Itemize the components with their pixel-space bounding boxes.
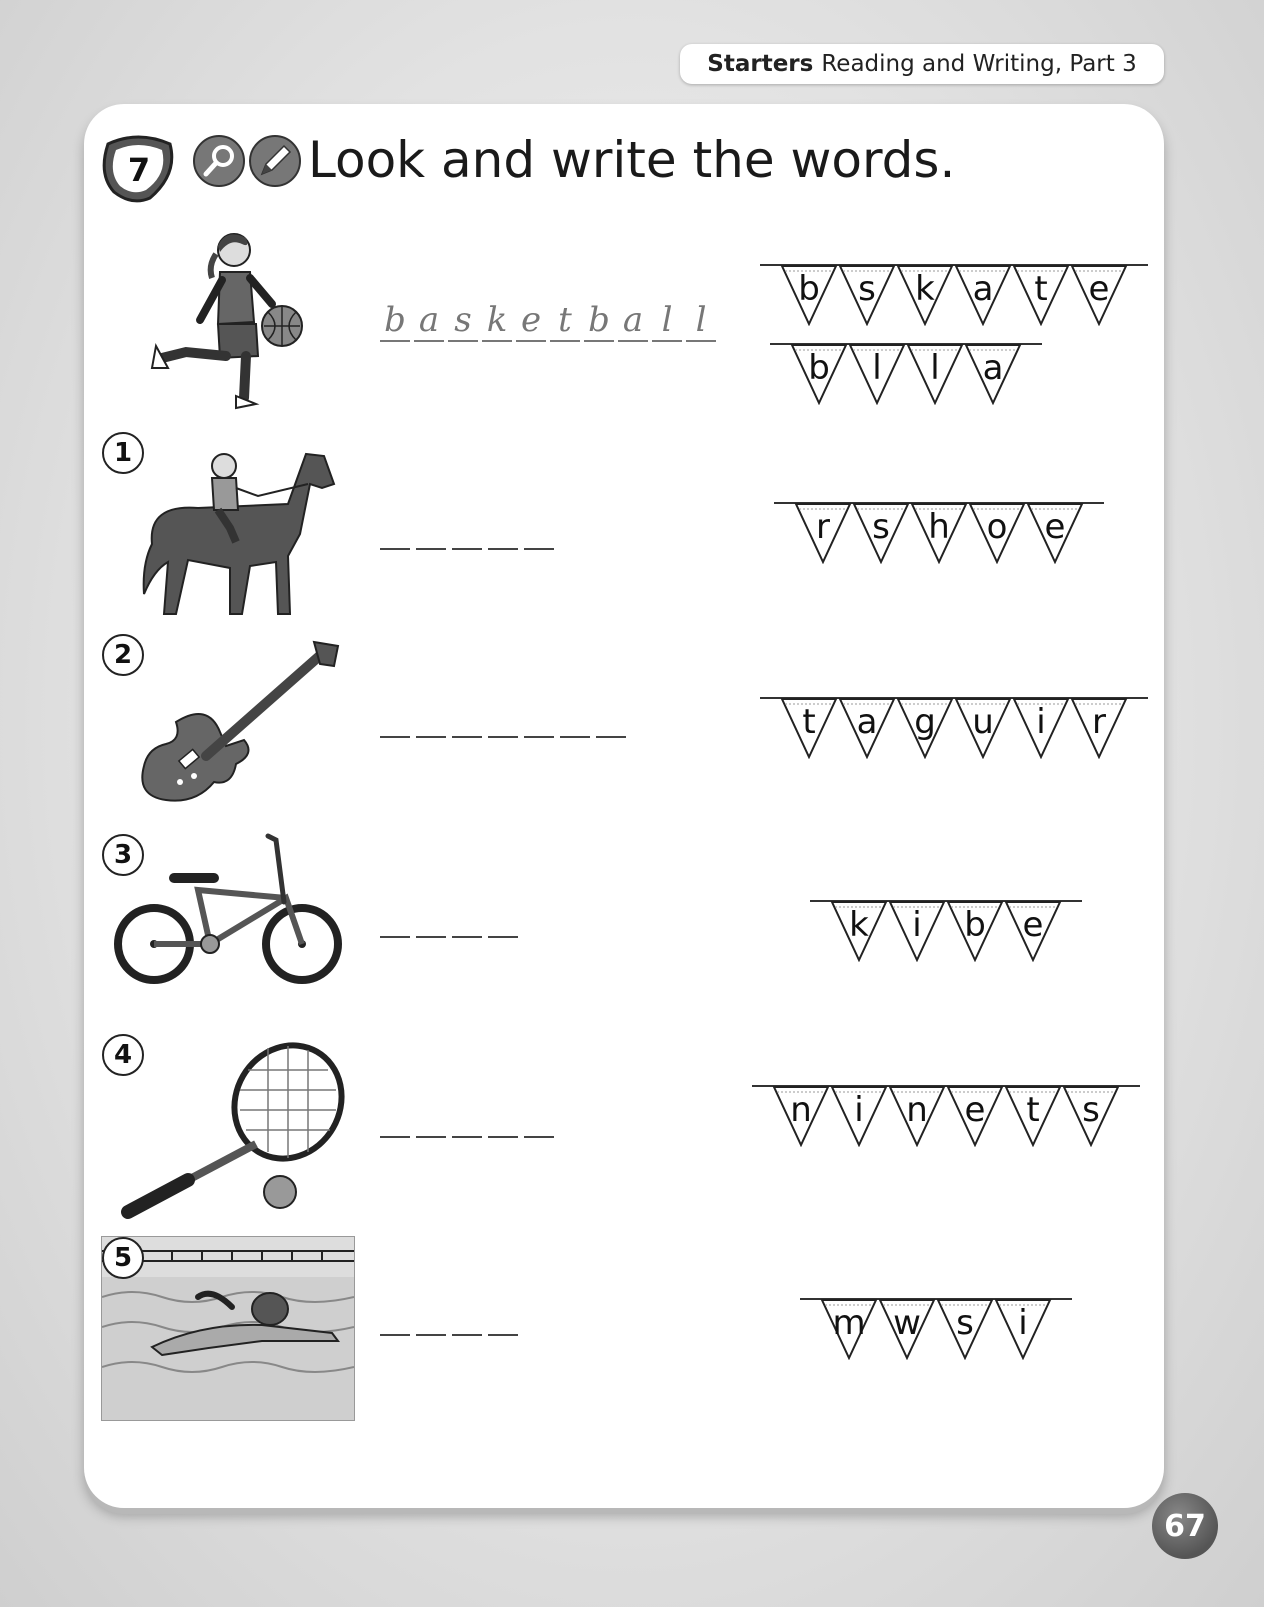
magnifier-icon (192, 134, 246, 188)
example-letter: k (482, 302, 512, 342)
exercise-instruction: Look and write the words. (308, 131, 956, 189)
page-number: 67 (1152, 1493, 1218, 1559)
bunting-flag (820, 1298, 878, 1360)
bunting-letter: u (972, 702, 994, 742)
bunting-flag (794, 502, 852, 564)
bunting-flag (994, 1298, 1052, 1360)
bunting-flag (838, 697, 896, 759)
example-letter: a (618, 302, 648, 342)
horse-picture (138, 444, 338, 626)
bunting-flag (830, 1085, 888, 1147)
bunting-flag (888, 900, 946, 962)
bunting-flag (830, 900, 888, 962)
example-letter: t (550, 302, 580, 342)
bunting-flag (906, 343, 964, 405)
answer-blanks-1[interactable] (380, 520, 554, 550)
example-letter: l (686, 302, 716, 342)
bunting-letter: a (982, 348, 1004, 388)
example-letter: l (652, 302, 682, 342)
bunting-flag (888, 1085, 946, 1147)
section-name: Reading and Writing, Part 3 (821, 51, 1137, 77)
bunting-letter: i (1036, 702, 1046, 742)
bunting-letter: t (1034, 269, 1048, 309)
guitar-picture (136, 636, 342, 806)
bunting-flag (790, 343, 848, 405)
example-letter: s (448, 302, 478, 342)
bunting-letter: b (798, 269, 820, 309)
bunting-flag (936, 1298, 994, 1360)
bunting-letter: t (802, 702, 816, 742)
tennis-racket-picture (118, 1040, 348, 1220)
bunting-flag (878, 1298, 936, 1360)
item-number: 2 (102, 634, 144, 676)
example-letter: a (414, 302, 444, 342)
bunting-flag (968, 502, 1026, 564)
bunting-flag (1012, 264, 1070, 326)
bunting-flag (896, 264, 954, 326)
bunting-letter: i (1018, 1303, 1028, 1343)
bunting-letter: a (856, 702, 878, 742)
bunting-letter: s (858, 269, 876, 309)
bunting-flag (896, 697, 954, 759)
bunting-flag (1004, 1085, 1062, 1147)
bunting-letter: l (930, 348, 940, 388)
bunting-letter: e (964, 1090, 986, 1130)
bunting-letter: e (1088, 269, 1110, 309)
example-answer (380, 302, 716, 342)
bunting-letter: m (832, 1303, 866, 1343)
bunting-letter: i (912, 905, 922, 945)
bunting-letter: k (915, 269, 935, 309)
bunting-letter: w (893, 1303, 921, 1343)
example-letter: b (380, 302, 410, 342)
answer-blanks-4[interactable] (380, 1108, 554, 1138)
bunting-flag (1004, 900, 1062, 962)
bunting-letter: s (872, 507, 890, 547)
bunting-flag (1070, 697, 1128, 759)
exercise-number: 7 (127, 151, 151, 189)
bunting-letter: n (790, 1090, 812, 1130)
bunting-flag (772, 1085, 830, 1147)
bunting-letter: k (849, 905, 869, 945)
bunting-flag (954, 697, 1012, 759)
bunting-letter: t (1026, 1090, 1040, 1130)
example-letter: e (516, 302, 546, 342)
bunting-flag (1062, 1085, 1120, 1147)
bunting-flag (1026, 502, 1084, 564)
bunting-letter: s (1082, 1090, 1100, 1130)
item-number: 4 (102, 1034, 144, 1076)
series-name: Starters (707, 51, 814, 77)
pencil-icon (248, 134, 302, 188)
bunting-flag (1012, 697, 1070, 759)
bunting-letter: s (956, 1303, 974, 1343)
bunting-letter: i (854, 1090, 864, 1130)
answer-blanks-3[interactable] (380, 908, 518, 938)
bunting-flag (780, 264, 838, 326)
bunting-flag (954, 264, 1012, 326)
bunting-letter: b (808, 348, 830, 388)
bunting-flag (1070, 264, 1128, 326)
bunting-letter: e (1022, 905, 1044, 945)
bunting-flag (946, 1085, 1004, 1147)
bunting-letter: h (928, 507, 950, 547)
item-number: 5 (102, 1237, 144, 1279)
swimming-picture (101, 1236, 355, 1421)
bike-picture (114, 832, 344, 988)
exercise-number-badge (98, 134, 178, 204)
bunting-flag (946, 900, 1004, 962)
girl-basketball-picture (146, 228, 312, 418)
bunting-letter: r (1092, 702, 1106, 742)
section-header (680, 44, 1164, 84)
bunting-flag (780, 697, 838, 759)
example-letter: b (584, 302, 614, 342)
bunting-letter: l (872, 348, 882, 388)
answer-blanks-2[interactable] (380, 708, 626, 738)
answer-blanks-5[interactable] (380, 1306, 518, 1336)
item-number: 3 (102, 834, 144, 876)
bunting-letter: o (986, 507, 1008, 547)
bunting-letter: n (906, 1090, 928, 1130)
bunting-letter: r (816, 507, 830, 547)
bunting-flag (848, 343, 906, 405)
bunting-letter: b (964, 905, 986, 945)
bunting-letter: e (1044, 507, 1066, 547)
bunting-flag (838, 264, 896, 326)
bunting-flag (964, 343, 1022, 405)
bunting-flag (852, 502, 910, 564)
bunting-flag (910, 502, 968, 564)
bunting-letter: a (972, 269, 994, 309)
bunting-letter: g (914, 702, 936, 742)
item-number: 1 (102, 432, 144, 474)
